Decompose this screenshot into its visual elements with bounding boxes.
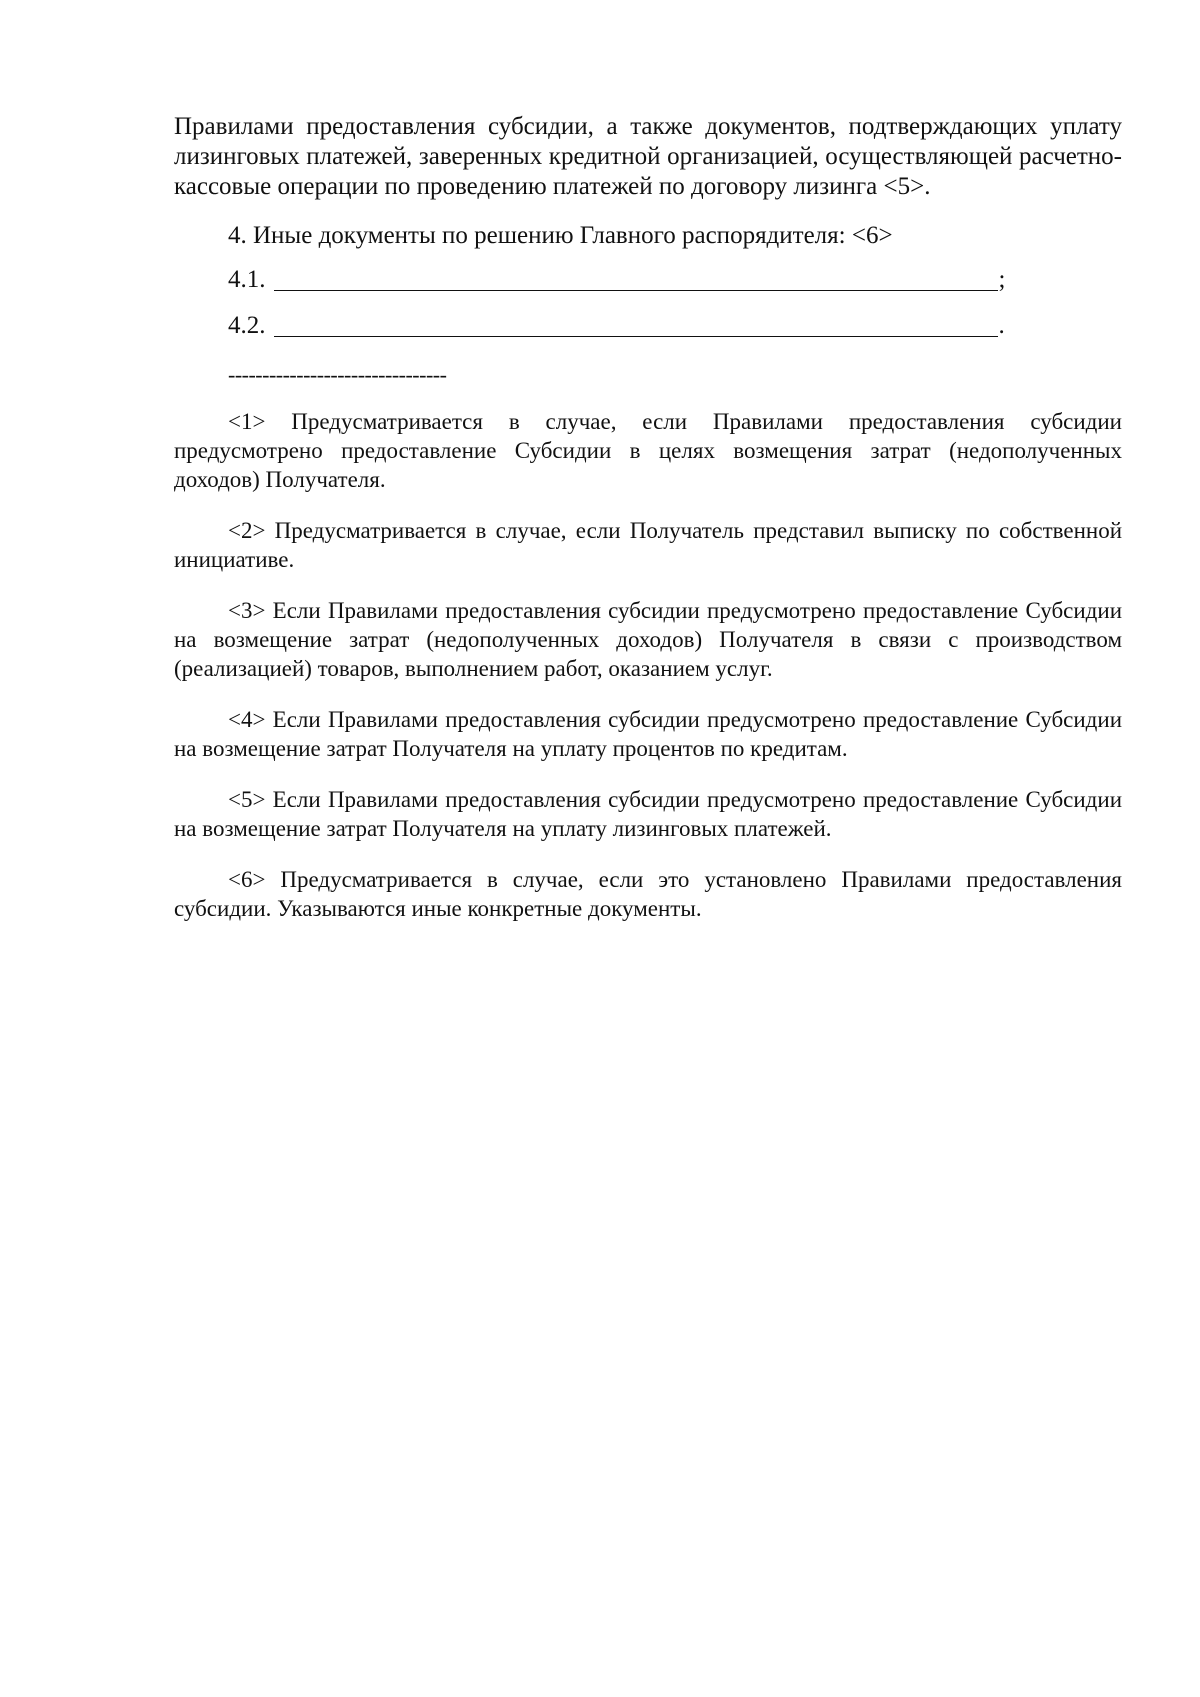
fill-in-underline xyxy=(274,289,998,291)
footnote-5: <5> Если Правилами предоставления субсидии предусмотрено предоставление Субсидии на возмещение затрат Получателя на уплату лизинговых платежей. xyxy=(174,787,1122,841)
footnote-1: <1> Предусматривается в случае, если Правилами предоставления субсидии предусмотрено предоставление Субсидии в целях возмещения затрат (недополученных доходов) Получателя. xyxy=(174,409,1122,492)
footnote-2: <2> Предусматривается в случае, если Получатель представил выписку по собственной инициативе. xyxy=(174,518,1122,572)
document-body xyxy=(174,112,1122,341)
blank-line-4-2 xyxy=(228,311,1122,341)
blank-line-punctuation: . xyxy=(998,312,1005,339)
blank-line-4-1 xyxy=(228,265,1122,295)
footnote-3: <3> Если Правилами предоставления субсидии предусмотрено предоставление Субсидии на возмещение затрат (недополученных доходов) Получателя в связи с производством (реализацией) товаров, выполнением работ, оказанием услуг. xyxy=(174,598,1122,681)
footnote-4: <4> Если Правилами предоставления субсидии предусмотрено предоставление Субсидии на возмещение затрат Получателя на уплату процентов по кредитам. xyxy=(174,707,1122,761)
footnotes xyxy=(174,407,1122,923)
item-4-heading: 4. Иные документы по решению Главного распорядителя: <6> xyxy=(228,222,893,249)
fill-in-underline xyxy=(274,335,998,337)
document-page xyxy=(174,112,1122,945)
footnote-6: <6> Предусматривается в случае, если это установлено Правилами предоставления субсидии. Указываются иные конкретные документы. xyxy=(174,867,1122,921)
footnote-separator: -------------------------------- xyxy=(228,362,447,387)
blank-line-number: 4.1. xyxy=(228,266,266,293)
blank-line-number: 4.2. xyxy=(228,312,266,339)
blank-line-punctuation: ; xyxy=(998,266,1006,293)
continuation-paragraph: Правилами предоставления субсидии, а также документов, подтверждающих уплату лизинговых платежей, заверенных кредитной организацией, осуществляющей расчетно-кассовые операции по проведению платежей по договору лизинга <5>. xyxy=(174,113,1122,200)
